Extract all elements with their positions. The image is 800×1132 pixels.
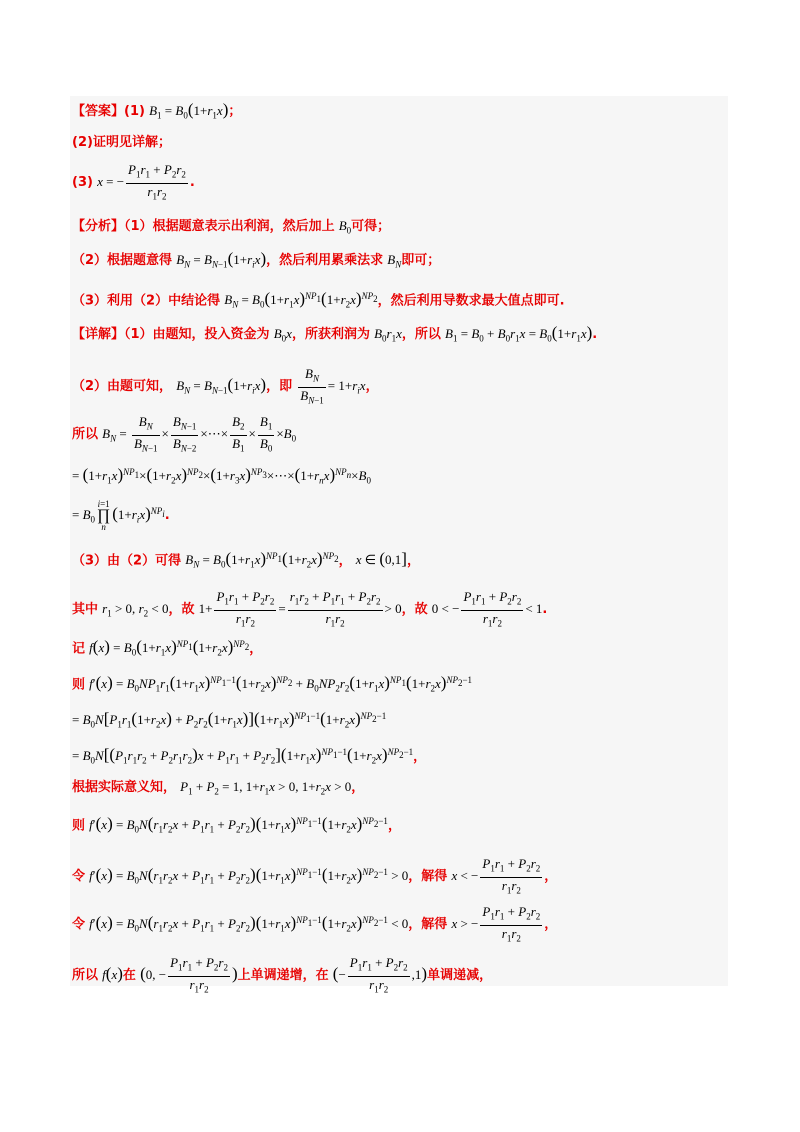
part-2-label: (2)	[72, 135, 93, 150]
detail-line-15	[72, 904, 557, 946]
let-label: 令	[72, 869, 86, 885]
recurrence-formula: $B_N = B_{N-1}(1+r_ix)$	[176, 249, 267, 270]
detail-label: 【详解】	[72, 327, 125, 342]
comma-9: ，	[544, 917, 558, 933]
analysis-2-text: 根据题意得	[107, 253, 173, 268]
bound-formula: 0 < − $\frac{P_1r_1 + P_2r_2}{r_1r_2}$ < 1	[431, 589, 543, 629]
ratio-formula: $\frac{B_N}{B_{N-1}}$ = $1+r_ix$	[300, 366, 366, 406]
comma-6: ，	[351, 780, 365, 795]
derivative-final: $f'(x) = B_0N(r_1r_2x + P_1r_1 + P_2r_2)(1+r_1x)^{NP_1-1}(1+r_2x)^{NP_2-1}$	[89, 814, 388, 835]
detail-line-14	[72, 856, 557, 898]
positive-derivative: $f'(x) = B_0N(r_1r_2x + P_1r_1 + P_2r_2)(1+r_1x)^{NP_1-1}(1+r_2x)^{NP_2-1} > 0$	[89, 865, 409, 886]
detail-line-11	[72, 742, 426, 771]
comma-8: ，	[544, 869, 558, 885]
analysis-2-mid: ，然后利用累乘法求	[266, 253, 384, 268]
analysis-3-tail: ，然后利用导数求最大值点即可.	[377, 293, 565, 309]
increasing-label: 上单调递增，在	[237, 968, 329, 984]
product-expansion: = $(1+r_1x)^{NP_1}\times(1+r_2x)^{NP_2}\times(1+r_3x)^{NP_3}\times\cdots\times(1+r_nx)^{NP_n}\times B_0$	[72, 465, 371, 486]
f-definition: $f(x) = B_0(1+r_1x)^{NP_1}(1+r_2x)^{NP_2}$	[89, 637, 250, 658]
let-label-2: 令	[72, 917, 86, 933]
negative-derivative: $f'(x) = B_0N(r_1r_2x + P_1r_1 + P_2r_2)(1+r_1x)^{NP_1-1}(1+r_2x)^{NP_2-1} < 0$	[89, 913, 409, 934]
answer-line	[72, 100, 241, 126]
analysis-label: 【分析】	[72, 219, 125, 234]
detail-line-7	[72, 589, 547, 631]
b0-symbol: $B_0$	[338, 218, 352, 236]
detail-1-mid2: ，所以	[401, 327, 441, 342]
derivative-simplified: = $B_0N[(P_1r_1r_2 + P_2r_1r_2)x + P_1r_1 + P_2r_2](1+r_1x)^{NP_1-1}(1+r_2x)^{NP_2-1}$	[72, 745, 414, 766]
detail-line-1	[72, 323, 597, 349]
bn-two-asset-formula: $B_N = B_0(1+r_1x)^{NP_1}(1+r_2x)^{NP_2}$	[185, 549, 339, 570]
product-notation: = $B_0$ i=1 ∏ n $(1+r_ix)^{NP_i}$	[72, 499, 165, 532]
period-2: .	[592, 327, 598, 342]
detail-line-2	[72, 366, 379, 408]
f-of-x: f(x)	[102, 964, 123, 984]
part-3-label: (3)	[72, 175, 93, 191]
comma-3: ，	[406, 553, 420, 569]
detail-line-16	[72, 955, 492, 997]
solution-less: x < − $\frac{P_1r_1 + P_2r_2}{r_1r_2}$	[451, 856, 541, 896]
detail-line-13	[72, 811, 401, 840]
derivative-formula: $f'(x) = B_0NP_1r_1(1+r_1x)^{NP_1-1}(1+r_2x)^{NP_2} + B_0NP_2r_2(1+r_1x)^{NP_1}(1+r_2x)^{NP_2-1}$	[89, 673, 473, 694]
comma-2: ，	[338, 553, 352, 569]
x-domain: x ∈ (0,1]	[355, 549, 407, 569]
meaning-label: 根据实际意义知，	[72, 780, 177, 795]
analysis-1-tail: 可得；	[351, 219, 391, 234]
telescoping-product: $B_N$ = $\frac{B_N}{B_{N-1}}$ × $\frac{B_{N-1}}{B_{N-2}}$ ×⋯× $\frac{B_2}{B_1}$ × $\frac{B_1}{B_0}$ $\times B_0$	[102, 414, 297, 454]
bn-symbol: $B_N$	[387, 252, 402, 270]
recurrence-formula-2: $B_N = B_{N-1}(1+r_ix)$	[176, 375, 267, 396]
semicolon: ；	[228, 104, 242, 119]
detail-line-6	[72, 546, 420, 575]
detail-line-3	[72, 414, 296, 456]
period-3: .	[164, 507, 170, 523]
constraints-formula: $P_1 + P_2 = 1$, $1+r_1x > 0$, $1+r_2x > 0$	[180, 779, 352, 797]
in-label: 在	[122, 968, 136, 984]
solve-label: ，解得	[408, 869, 448, 885]
then-label: 则	[72, 677, 86, 693]
solve-label-2: ，解得	[408, 917, 448, 933]
detail-1-mid: ，所获利润为	[291, 327, 370, 342]
decreasing-interval: (− $\frac{P_1r_1 + P_2r_2}{r_1r_2}$ ,1)	[332, 955, 428, 995]
detail-3-text: （3）由（2）可得	[72, 553, 182, 569]
positivity-formula: 1+ $\frac{P_1r_1 + P_2r_2}{r_1r_2}$ = $\frac{r_1r_2 + P_1r_1 + P_2r_2}{r_1r_2}$ > 0	[198, 589, 402, 629]
period: .	[189, 175, 195, 191]
detail-line-10	[72, 706, 386, 735]
then-label-2: 则	[72, 818, 86, 834]
answer-label: 【答案】	[72, 104, 125, 119]
comma-4: ，	[249, 641, 263, 657]
where-label: 其中	[72, 602, 99, 618]
hence-label: ，故	[168, 602, 195, 618]
answer-1-formula: $B_1 = B_0(1+r_1x)$	[149, 100, 229, 121]
detail-line-12	[72, 777, 364, 802]
analysis-1-text: 根据题意表示出利润，然后加上	[152, 219, 335, 234]
decreasing-label: 单调递减，	[427, 968, 493, 984]
r-conditions: $r_1 > 0$, $r_2 < 0$	[102, 601, 169, 619]
b0x-symbol: $B_0x$	[273, 326, 292, 344]
answer-3-line	[72, 162, 195, 204]
hence-label-2: ，故	[401, 602, 428, 618]
detail-2-text: （2）由题可知，	[72, 379, 173, 395]
so-label: 所以	[72, 427, 99, 443]
detail-line-8	[72, 634, 262, 663]
comma-7: ，	[387, 818, 401, 834]
analysis-1-num: （1）	[124, 219, 153, 234]
so-label-2: 所以	[72, 968, 99, 984]
analysis-line-1	[72, 216, 390, 241]
analysis-line-2	[72, 249, 440, 275]
profit-symbol: $B_0r_1x$	[374, 326, 402, 344]
answer-3-formula: x = − $\frac{P_1r_1 + P_2r_2}{r_1r_2}$	[97, 162, 186, 202]
bn-product-formula: $B_N = B_0(1+r_1x)^{NP_1}(1+r_2x)^{NP_2}$	[224, 289, 378, 310]
detail-1-text: （1）由题知，投入资金为	[124, 327, 270, 342]
analysis-2-num: （2）	[72, 253, 108, 268]
detail-line-4	[72, 462, 371, 491]
analysis-2-tail: 即可；	[401, 253, 441, 268]
detail-line-9	[72, 670, 472, 699]
part-1-label: (1)	[124, 104, 145, 119]
detail-line-5	[72, 500, 170, 532]
record-label: 记	[72, 641, 86, 657]
solution-greater: x > − $\frac{P_1r_1 + P_2r_2}{r_1r_2}$	[451, 904, 541, 944]
answer-2-line	[72, 133, 171, 153]
detail-2-mid: ，即	[266, 379, 293, 395]
proof-see-text: 证明见详解；	[92, 135, 171, 150]
comma-5: ，	[413, 749, 427, 765]
increasing-interval: (0, − $\frac{P_1r_1 + P_2r_2}{r_1r_2}$ )	[140, 955, 238, 995]
period-4: .	[542, 602, 548, 618]
analysis-3-text: 利用（2）中结论得	[107, 293, 221, 309]
analysis-3-num: （3）	[72, 293, 108, 309]
comma-1: ，	[365, 379, 379, 395]
b1-formula: $B_1 = B_0 + B_0r_1x = B_0(1+r_1x)$	[445, 323, 593, 344]
analysis-line-3	[72, 286, 565, 315]
derivative-factored: = $B_0N[P_1r_1(1+r_2x) + P_2r_2(1+r_1x)](1+r_1x)^{NP_1-1}(1+r_2x)^{NP_2-1}$	[72, 709, 387, 730]
